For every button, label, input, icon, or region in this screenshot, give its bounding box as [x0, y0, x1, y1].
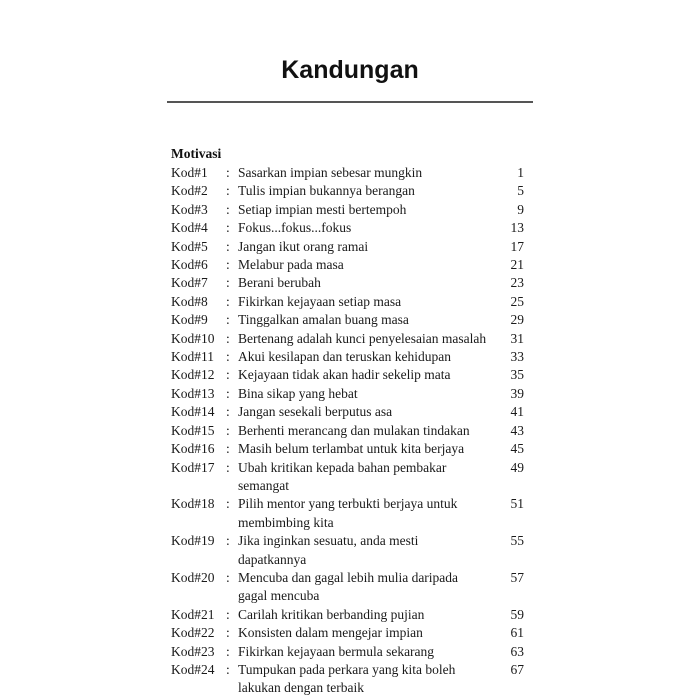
entry-page-number: 25	[510, 293, 524, 309]
entry-separator: :	[226, 606, 230, 622]
entry-code: Kod#7	[171, 275, 208, 291]
entry-page-number: 17	[510, 238, 524, 254]
entry-page-number: 41	[510, 404, 524, 420]
entry-page-number: 23	[510, 275, 524, 291]
entry-title: Carilah kritikan berbanding pujian	[238, 606, 425, 622]
toc-entry	[171, 643, 531, 661]
entry-title: Kejayaan tidak akan hadir sekelip mata	[238, 367, 451, 383]
entry-title: Sasarkan impian sebesar mungkin	[238, 165, 423, 180]
entry-title: Fikirkan kejayaan setiap masa	[238, 293, 402, 309]
entry-separator: :	[226, 441, 230, 457]
entry-separator: :	[226, 367, 230, 383]
toc-entry	[171, 256, 531, 274]
entry-code: Kod#2	[171, 183, 208, 199]
toc-entry	[171, 495, 531, 532]
entry-page-number: 67	[510, 661, 524, 677]
entry-title: Jika inginkan sesuatu, anda mesti dapatkannya	[238, 533, 419, 567]
entry-separator: :	[226, 661, 230, 677]
entry-page-number: 57	[510, 569, 524, 585]
toc-entry	[171, 274, 531, 292]
entry-separator: :	[226, 404, 230, 420]
toc-entry	[171, 201, 531, 219]
entry-page-number: 51	[510, 496, 524, 512]
toc-entry	[171, 330, 531, 348]
entry-title: Tumpukan pada perkara yang kita boleh lakukan dengan terbaik	[238, 661, 456, 696]
entry-code: Kod#17	[171, 459, 215, 475]
entry-code: Kod#11	[171, 349, 214, 365]
entry-page-number: 49	[510, 459, 524, 475]
toc-entry	[171, 385, 531, 403]
toc-entry	[171, 661, 531, 698]
entry-title: Fikirkan kejayaan bermula sekarang	[238, 643, 435, 659]
entry-code: Kod#6	[171, 257, 208, 273]
entry-title: Jangan sesekali berputus asa	[238, 404, 393, 420]
toc-entry	[171, 440, 531, 458]
entry-separator: :	[226, 459, 230, 475]
entry-code: Kod#3	[171, 201, 208, 217]
entry-title: Bina sikap yang hebat	[238, 385, 358, 401]
toc-entry	[171, 182, 531, 200]
entry-page-number: 43	[510, 422, 524, 438]
entry-title: Jangan ikut orang ramai	[238, 238, 369, 254]
entry-code: Kod#9	[171, 312, 208, 328]
entry-title: Ubah kritikan kepada bahan pembakar semangat	[238, 459, 447, 493]
entry-page-number: 59	[510, 606, 524, 622]
toc-entry	[171, 348, 531, 366]
entry-separator: :	[226, 201, 230, 217]
entry-separator: :	[226, 312, 230, 328]
entry-code: Kod#16	[171, 441, 215, 457]
toc-entry	[171, 403, 531, 421]
entry-code: Kod#23	[171, 643, 215, 659]
entry-separator: :	[226, 220, 230, 236]
toc-entry	[171, 569, 531, 606]
entry-code: Kod#5	[171, 238, 208, 254]
entry-code: Kod#14	[171, 404, 215, 420]
entry-separator: :	[226, 533, 230, 549]
entry-title: Tulis impian bukannya berangan	[238, 183, 415, 199]
entry-page-number: 55	[510, 533, 524, 549]
entry-title: Bertenang adalah kunci penyelesaian masalah	[238, 330, 487, 346]
entry-code: Kod#13	[171, 385, 215, 401]
entry-title: Pilih mentor yang terbukti berjaya untuk membimbing kita	[238, 496, 458, 530]
toc-entry	[171, 311, 531, 329]
entry-title: Berhenti merancang dan mulakan tindakan	[238, 422, 470, 438]
entry-separator: :	[226, 422, 230, 438]
entry-separator: :	[226, 496, 230, 512]
title-divider	[167, 101, 533, 103]
entry-separator: :	[226, 183, 230, 199]
page-title: Kandungan	[281, 56, 419, 84]
entry-separator: :	[226, 625, 230, 641]
entry-separator: :	[226, 643, 230, 659]
entry-title: Melabur pada masa	[238, 257, 344, 273]
entry-page-number: 29	[510, 312, 524, 328]
entry-title: Masih belum terlambat untuk kita berjaya	[238, 441, 465, 457]
entry-title: Tinggalkan amalan buang masa	[238, 312, 409, 328]
entry-separator: :	[226, 385, 230, 401]
entry-page-number: 13	[510, 220, 524, 236]
toc-entry	[171, 624, 531, 642]
entry-page-number: 21	[510, 257, 524, 273]
entry-code: Kod#24	[171, 661, 215, 677]
entry-code: Kod#22	[171, 625, 215, 641]
entry-title: Berani berubah	[238, 275, 321, 291]
entry-page-number: 63	[510, 643, 524, 659]
entry-code: Kod#8	[171, 293, 208, 309]
entry-page-number: 35	[510, 367, 524, 383]
toc-entry	[171, 422, 531, 440]
entry-page-number: 9	[517, 201, 524, 217]
entry-page-number: 33	[510, 349, 524, 365]
entry-separator: :	[226, 238, 230, 254]
entry-page-number: 5	[517, 183, 524, 199]
toc-entry	[171, 164, 531, 182]
toc-entry	[171, 293, 531, 311]
entry-page-number: 45	[510, 441, 524, 457]
toc-entry	[171, 532, 531, 569]
toc-entry	[171, 606, 531, 624]
entry-page-number: 1	[517, 165, 524, 180]
toc-entry	[171, 459, 531, 496]
section-heading: Motivasi	[171, 146, 222, 161]
entry-title: Mencuba dan gagal lebih mulia daripada gagal mencuba	[238, 569, 459, 604]
toc-entry	[171, 219, 531, 237]
entry-code: Kod#12	[171, 367, 215, 383]
entry-code: Kod#1	[171, 165, 208, 180]
entry-separator: :	[226, 275, 230, 291]
toc-entry	[171, 238, 531, 256]
toc-entry	[171, 366, 531, 384]
entry-separator: :	[226, 330, 230, 346]
entry-title: Setiap impian mesti bertempoh	[238, 201, 407, 217]
entry-separator: :	[226, 257, 230, 273]
table-of-contents	[171, 164, 531, 698]
entry-separator: :	[226, 349, 230, 365]
entry-page-number: 31	[510, 330, 524, 346]
entry-separator: :	[226, 293, 230, 309]
entry-code: Kod#21	[171, 606, 215, 622]
entry-code: Kod#18	[171, 496, 215, 512]
entry-code: Kod#20	[171, 569, 215, 585]
entry-separator: :	[226, 569, 230, 585]
entry-page-number: 39	[510, 385, 524, 401]
entry-title: Akui kesilapan dan teruskan kehidupan	[238, 349, 451, 365]
entry-code: Kod#19	[171, 533, 215, 549]
entry-title: Konsisten dalam mengejar impian	[238, 625, 423, 641]
entry-code: Kod#10	[171, 330, 215, 346]
entry-title: Fokus...fokus...fokus	[238, 220, 352, 236]
entry-code: Kod#15	[171, 422, 215, 438]
entry-code: Kod#4	[171, 220, 208, 236]
entry-separator: :	[226, 165, 230, 180]
entry-page-number: 61	[510, 625, 524, 641]
